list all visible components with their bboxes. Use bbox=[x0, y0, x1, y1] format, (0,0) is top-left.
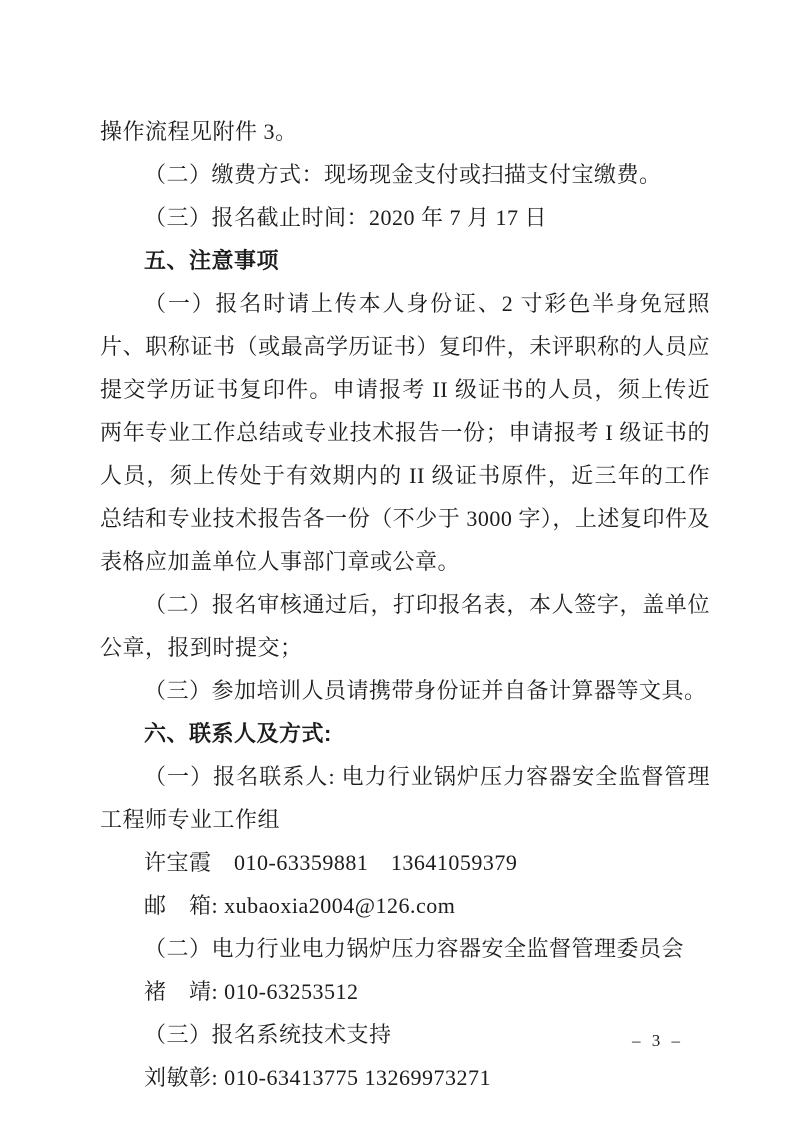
para-contact-registration-group: （一）报名联系人: 电力行业锅炉压力容器安全监督管理工程师专业工作组 bbox=[100, 764, 710, 832]
para-contact-email: 邮 箱: xubaoxia2004@126.com bbox=[144, 893, 456, 918]
para-operation-flow-continuation: 操作流程见附件 3。 bbox=[100, 119, 298, 144]
para-payment-method: （二）缴费方式：现场现金支付或扫描支付宝缴费。 bbox=[144, 162, 662, 187]
para-contact-liuminzhang-phone: 刘敏彰: 010-63413775 13269973271 bbox=[144, 1065, 491, 1090]
para-contact-committee: （二）电力行业电力锅炉压力容器安全监督管理委员会 bbox=[144, 936, 685, 961]
para-note-2-print-form: （二）报名审核通过后，打印报名表，本人签字，盖单位公章，报到时提交； bbox=[100, 592, 710, 660]
heading-section-6-contacts: 六、联系人及方式: bbox=[144, 721, 332, 746]
heading-section-5-notes: 五、注意事项 bbox=[144, 248, 280, 273]
para-contact-chujing-phone: 褚 靖: 010-63253512 bbox=[144, 979, 359, 1004]
para-note-1-upload-documents: （一）报名时请上传本人身份证、2 寸彩色半身免冠照片、职称证书（或最高学历证书）复印件，未评职称的人员应提交学历证书复印件。申请报考 II 级证书的人员，须上传近两年专业工作总结或专业技术报告一份；申请报考 I 级证书的人员，须上传处于有效期内的 II 级证书原件，近三年的工作总结和专业技术报告各一份（不少于 3000 字），上述复印件及表格应加盖单位人事部门章或公章。 bbox=[100, 291, 710, 574]
document-body bbox=[100, 110, 710, 1099]
para-registration-deadline: （三）报名截止时间：2020 年 7 月 17 日 bbox=[144, 205, 548, 230]
para-contact-tech-support: （三）报名系统技术支持 bbox=[144, 1022, 392, 1047]
page-number: – 3 – bbox=[632, 1031, 680, 1050]
para-contact-xubaoxia-phone: 许宝霞 010-63359881 13641059379 bbox=[144, 850, 518, 875]
para-note-3-bring-id: （三）参加培训人员请携带身份证并自备计算器等文具。 bbox=[144, 678, 707, 703]
